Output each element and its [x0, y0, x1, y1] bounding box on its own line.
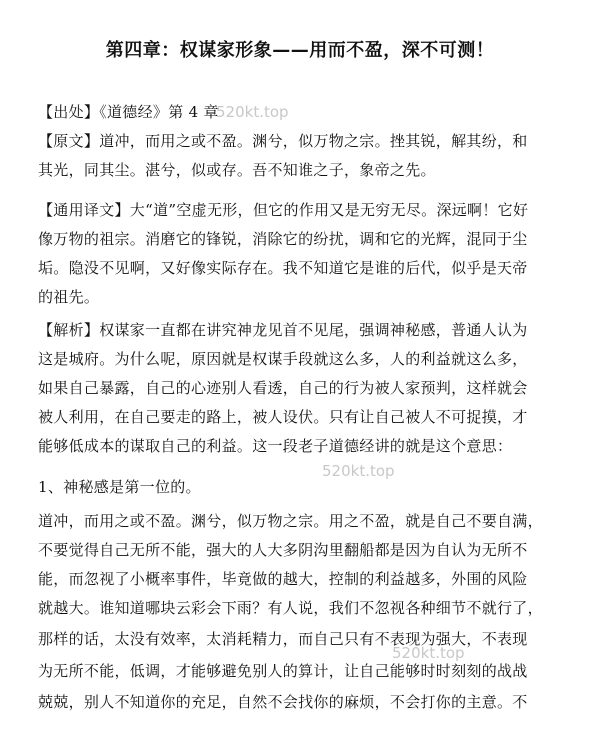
analysis-line: 【解析】权谋家一直都在讲究神龙见首不见尾，强调神秘感，普通人认为	[38, 321, 528, 339]
body-line: 兢兢，别人不知道你的充足，自然不会找你的麻烦，不会打你的主意。不	[38, 693, 528, 711]
watermark: 520kt.top	[216, 103, 289, 121]
body-line: 道冲，而用之或不盈。渊兮，似万物之宗。用之不盈，就是自己不要自满，	[38, 512, 543, 530]
analysis-line: 被人利用，在自己要走的路上，被人设伏。只有让自己被人不可捉摸，才	[38, 408, 528, 426]
translation-line: 垢。隐没不见啊，又好像实际存在。我不知道它是谁的后代，似乎是天帝	[38, 259, 528, 277]
analysis-line: 如果自己暴露，自己的心迹别人看透，自己的行为被人家预判，这样就会	[38, 379, 528, 397]
point-heading: 1、神秘感是第一位的。	[38, 478, 201, 496]
analysis-line: 能够低成本的谋取自己的利益。这一段老子道德经讲的就是这个意思：	[38, 437, 513, 455]
body-line: 为无所不能，低调，才能够避免别人的算计，让自己能够时时刻刻的战战	[38, 662, 528, 680]
source-line: 【出处】《道德经》第 4 章	[38, 103, 219, 121]
translation-line: 的祖先。	[38, 288, 100, 306]
body-line: 就越大。谁知道哪块云彩会下雨？有人说，我们不忽视各种细节不就行了，	[38, 599, 543, 617]
original-text-line: 【原文】道冲，而用之或不盈。渊兮，似万物之宗。挫其锐，解其纷，和	[38, 132, 528, 150]
translation-line: 像万物的祖宗。消磨它的锋锐，消除它的纷扰，调和它的光辉，混同于尘	[38, 230, 528, 248]
original-text-line: 其光，同其尘。湛兮，似或存。吾不知谁之子，象帝之先。	[38, 161, 436, 179]
watermark: 520kt.top	[392, 644, 465, 662]
body-line: 不要觉得自己无所不能，强大的人大多阴沟里翻船都是因为自认为无所不	[38, 541, 528, 559]
body-line: 那样的话，太没有效率，太消耗精力，而自己只有不表现为强大，不表现	[38, 630, 528, 648]
analysis-line: 这是城府。为什么呢，原因就是权谋手段就这么多，人的利益就这么多，	[38, 350, 528, 368]
body-line: 能，而忽视了小概率事件，毕竟做的越大，控制的利益越多，外围的风险	[38, 570, 528, 588]
watermark: 520kt.top	[322, 462, 395, 480]
translation-line: 【通用译文】大“道”空虚无形，但它的作用又是无穷无尽。深远啊！它好	[38, 201, 529, 219]
chapter-title: 第四章：权谋家形象——用而不盈，深不可测！	[105, 40, 495, 61]
